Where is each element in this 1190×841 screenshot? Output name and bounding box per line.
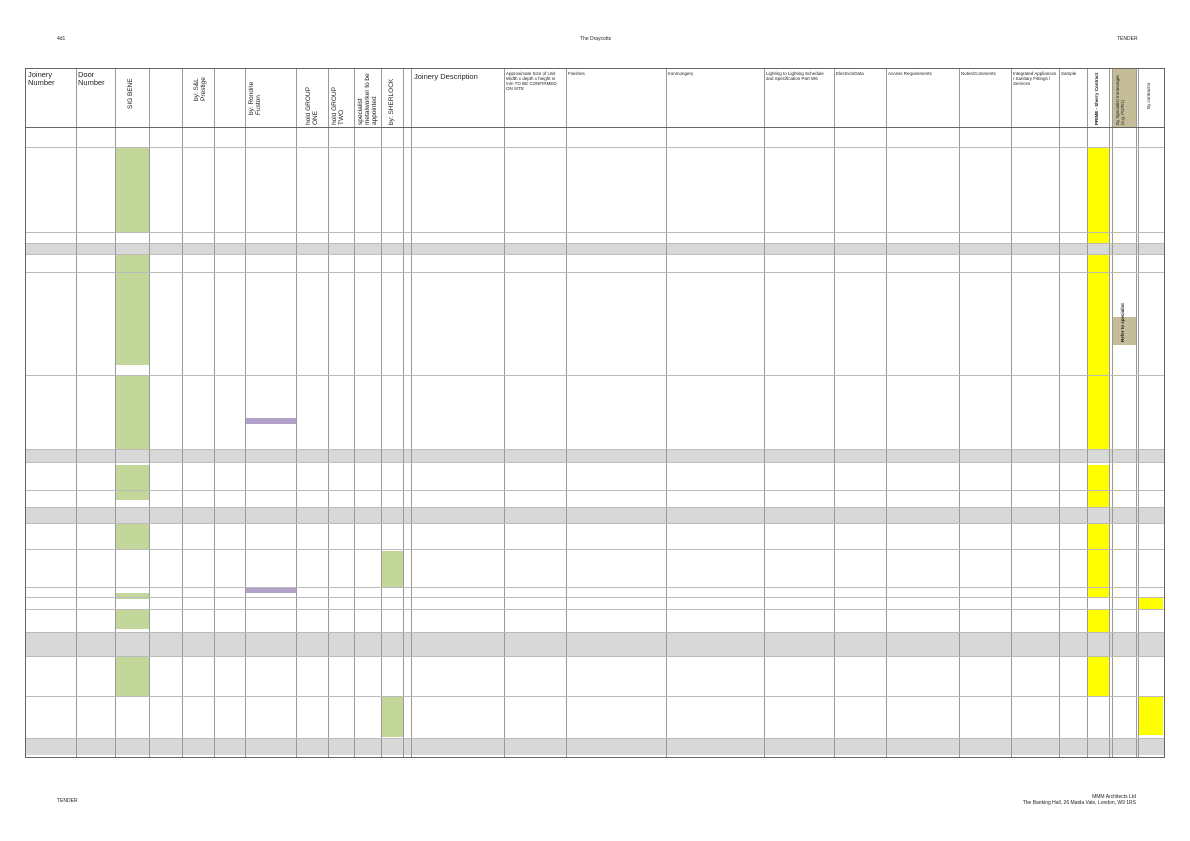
page-header-title: The Draycotts <box>580 36 612 42</box>
joinery-schedule-table <box>25 68 1165 758</box>
header-ironmongery: Ironmongery <box>668 71 694 76</box>
header-sl-prestige: by: S&L Prestige <box>193 77 207 101</box>
price-cell <box>115 524 149 549</box>
footer-company: MMM Architects Ltd <box>1092 794 1136 800</box>
prime-cell <box>1087 255 1109 449</box>
header-approx-size: Approximate Size of Unit Width x depth x height in mm TO BE CONFIRMED ON SITE <box>506 71 557 91</box>
prime-cell <box>1087 465 1109 507</box>
header-sherlock: by: SHERLOCK <box>388 78 395 125</box>
header-integrated: Integrated Appliances / Sanitary Fittings / Services <box>1013 71 1057 86</box>
section-band <box>26 738 1164 755</box>
price-cell <box>115 656 149 696</box>
section-band <box>26 507 1164 523</box>
page-header-left: 4d1 <box>57 36 66 42</box>
price-cell <box>115 375 149 449</box>
header-hold-group-one: hold GROUP ONE <box>305 87 319 125</box>
specialist-cell <box>381 551 403 587</box>
contractor-cell <box>1138 597 1163 609</box>
prime-cell <box>1087 609 1109 632</box>
header-notes: Notes/Comments <box>961 71 996 76</box>
prime-cell <box>1087 656 1109 696</box>
header-door-number: Door Number <box>78 70 105 87</box>
header-lighting: Lighting to Lighting Schedule and Specification Part W6 <box>766 71 824 81</box>
footer-left: TENDER <box>57 798 78 804</box>
specialist-cell <box>381 697 403 737</box>
footer-address: The Banking Hall, 26 Maida Vale, London, W9 1RS <box>1022 800 1136 806</box>
page-header-right: TENDER <box>1117 36 1138 42</box>
header-sample: Sample <box>1061 71 1077 76</box>
price-cell <box>115 147 149 232</box>
price-cell <box>115 609 149 629</box>
price-cell <box>115 490 149 500</box>
section-band <box>26 449 1164 462</box>
specialist-note: Refer to specialist <box>1120 303 1125 342</box>
header-joinery-number: Joinery Number <box>28 70 55 87</box>
header-finishes: Finishes <box>568 71 585 76</box>
header-specialist: specialist metalworker to be appointed <box>357 73 378 125</box>
header-electrics: Electrics/Data <box>836 71 864 76</box>
price-cell <box>115 465 149 490</box>
header-hold-group-two: hold GROUP TWO <box>331 87 345 125</box>
specialist-ironmonger-cell <box>1112 303 1136 345</box>
section-band <box>26 632 1164 656</box>
rondrie-cell <box>245 418 296 424</box>
header-by-specialist: By Specialist Ironmonger (e.g. PD/R1) <box>1115 74 1125 125</box>
header-sig-bene: SIG BENE <box>127 78 134 109</box>
header-access: Access Requirements <box>888 71 932 76</box>
header-by-contractor: By contractor <box>1146 82 1151 109</box>
section-band <box>26 243 1164 254</box>
header-rondrie-fuston: by: Rondrie Fuston <box>248 81 262 115</box>
header-prime: PRIME - Sherry Contract <box>1094 72 1099 125</box>
contractor-cell <box>1138 697 1163 735</box>
prime-cell <box>1087 147 1109 243</box>
price-cell <box>115 593 149 599</box>
header-joinery-description: Joinery Description <box>414 72 478 81</box>
